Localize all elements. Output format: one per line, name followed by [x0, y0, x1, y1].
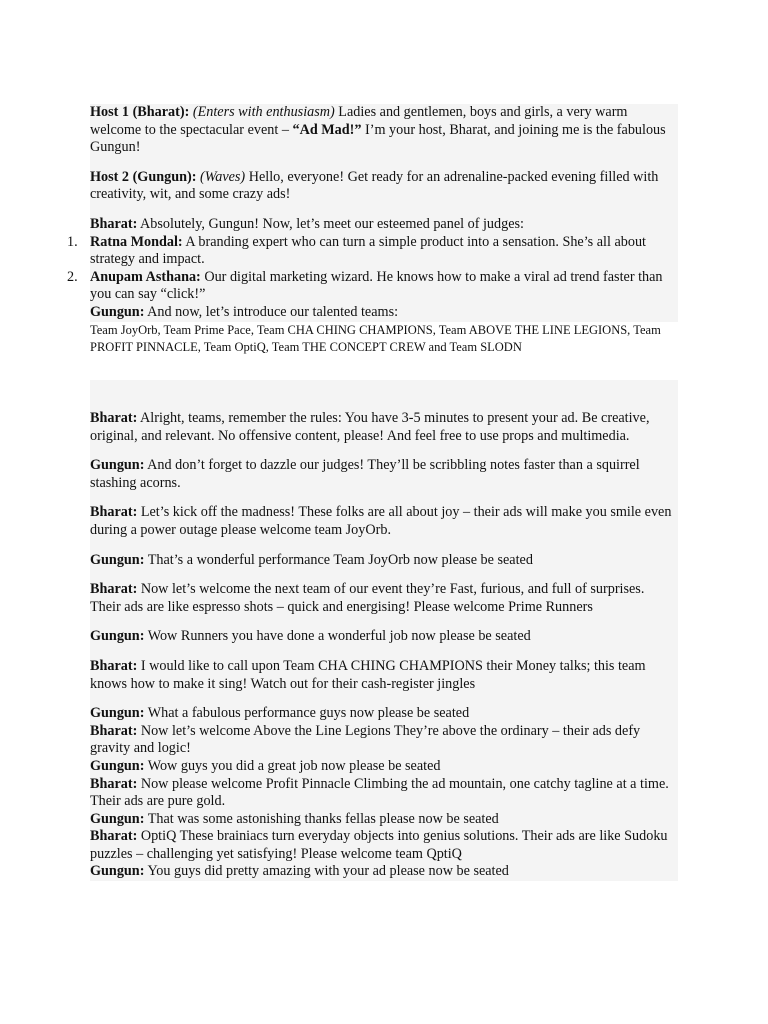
dialogue-line — [90, 863, 678, 881]
judge-name: Ratna Mondal: — [90, 233, 183, 250]
dialogue-paragraph — [90, 552, 678, 570]
dialogue-line — [90, 811, 678, 829]
speaker-label: Bharat: — [90, 722, 138, 739]
speaker-label: Bharat: — [90, 657, 138, 674]
dialogue-line — [90, 758, 678, 776]
dialogue-paragraph — [90, 581, 678, 616]
speaker-label: Bharat: — [90, 775, 138, 792]
speaker-label: Gungun: — [90, 628, 145, 645]
dialogue-text: Let’s kick off the madness! These folks are all about joy – their ads will make you smile even during a power outage please welcome team JoyOrb. — [90, 504, 672, 538]
judge-name: Anupam Asthana: — [90, 268, 201, 285]
dialogue-text: Hello, everyone! Get ready for an adrenaline-packed evening filled with creativity, wit, and some crazy ads! — [90, 168, 659, 203]
speaker-label: Bharat: — [90, 215, 138, 232]
dialogue-text: Now let’s welcome the next team of our event they’re Fast, furious, and full of surprises. Their ads are like espresso shots – quick and energising! Please welcome Prime Runners — [90, 581, 645, 615]
dialogue-text: I would like to call upon Team CHA CHING CHAMPIONS their Money talks; this team knows how to make it sing! Watch out for their cash-register jingles — [90, 657, 646, 692]
dialogue-paragraph — [90, 410, 678, 445]
speaker-label: Gungun: — [90, 863, 145, 880]
judge-description: A branding expert who can turn a simple product into a sensation. She’s all about strategy and impact. — [90, 233, 646, 268]
teams-intro — [90, 304, 678, 322]
dialogue-line — [90, 828, 678, 863]
dialogue-text: And don’t forget to dazzle our judges! They’ll be scribbling notes faster than a squirrel stashing acorns. — [90, 457, 640, 491]
judge-list-item — [67, 268, 678, 304]
script-main-section — [90, 380, 678, 881]
blank-line — [90, 380, 678, 410]
dialogue-text: Absolutely, Gungun! Now, let’s meet our esteemed panel of judges: — [137, 215, 524, 232]
judge-list-item — [67, 233, 678, 269]
team-list: Team JoyOrb, Team Prime Pace, Team CHA CHING CHAMPIONS, Team ABOVE THE LINE LEGIONS, Team PROFIT PINNACLE, Team OptiQ, Team THE CONCEPT CREW and Team SLODN — [90, 322, 678, 356]
dialogue-paragraph — [90, 457, 678, 492]
speaker-label: Bharat: — [90, 581, 138, 598]
dialogue-line — [90, 705, 678, 723]
stage-direction: (Waves) — [199, 168, 246, 185]
speaker-label: Bharat: — [90, 410, 138, 426]
stage-direction: (Enters with enthusiasm) — [192, 104, 335, 120]
speaker-label: Gungun: — [90, 303, 145, 320]
dialogue-text: I’m your host, Bharat, and joining me is the fabulous Gungun! — [90, 121, 666, 156]
dialogue-paragraph — [90, 628, 678, 646]
dialogue-text: That was some astonishing thanks fellas please now be seated — [144, 810, 499, 827]
dialogue-text: Alright, teams, remember the rules: You have 3-5 minutes to present your ad. Be creative, original, and relevant. No offensive content, please! And feel free to use props and multimedia. — [90, 410, 650, 444]
dialogue-line — [90, 776, 678, 811]
dialogue-text: And now, let’s introduce our talented teams: — [144, 303, 399, 320]
speaker-label: Gungun: — [90, 757, 145, 774]
judge-description: Our digital marketing wizard. He knows how to make a viral ad trend faster than you can say “click!” — [90, 268, 663, 303]
dialogue-text: What a fabulous performance guys now please be seated — [144, 705, 470, 722]
judges-intro — [90, 216, 678, 234]
list-number: 1. — [67, 233, 78, 250]
speaker-label: Bharat: — [90, 504, 138, 521]
list-number: 2. — [67, 268, 78, 285]
host2-intro — [90, 169, 678, 204]
speaker-label: Gungun: — [90, 810, 145, 827]
dialogue-text: Wow guys you did a great job now please be seated — [144, 757, 441, 774]
dialogue-text: Wow Runners you have done a wonderful job now please be seated — [144, 628, 531, 645]
dialogue-text: Now let’s welcome Above the Line Legions They’re above the ordinary – their ads defy gravity and logic! — [90, 722, 641, 757]
speaker-label: Gungun: — [90, 457, 145, 474]
dialogue-text: You guys did pretty amazing with your ad please now be seated — [144, 863, 509, 880]
speaker-label: Host 1 (Bharat): — [90, 104, 190, 120]
dialogue-text: OptiQ These brainiacs turn everyday objects into genius solutions. Their ads are like Sudoku puzzles – challenging yet satisfying! Please welcome team QptiQ — [90, 828, 668, 862]
host1-intro — [90, 104, 678, 157]
dialogue-text: Ladies and gentlemen, boys and girls, a very warm welcome to the spectacular event – — [90, 104, 628, 138]
dialogue-line — [90, 723, 678, 758]
speaker-label: Host 2 (Gungun): — [90, 168, 197, 185]
speaker-label: Bharat: — [90, 828, 138, 845]
dialogue-paragraph — [90, 658, 678, 693]
dialogue-text: That’s a wonderful performance Team JoyOrb now please be seated — [144, 551, 533, 568]
event-name: “Ad Mad!” — [292, 121, 362, 138]
speaker-label: Gungun: — [90, 705, 145, 722]
dialogue-paragraph — [90, 504, 678, 539]
script-intro-section — [67, 104, 678, 356]
speaker-label: Gungun: — [90, 551, 145, 568]
dialogue-text: Now please welcome Profit Pinnacle Climbing the ad mountain, one catchy tagline at a time. Their ads are pure gold. — [90, 775, 669, 810]
